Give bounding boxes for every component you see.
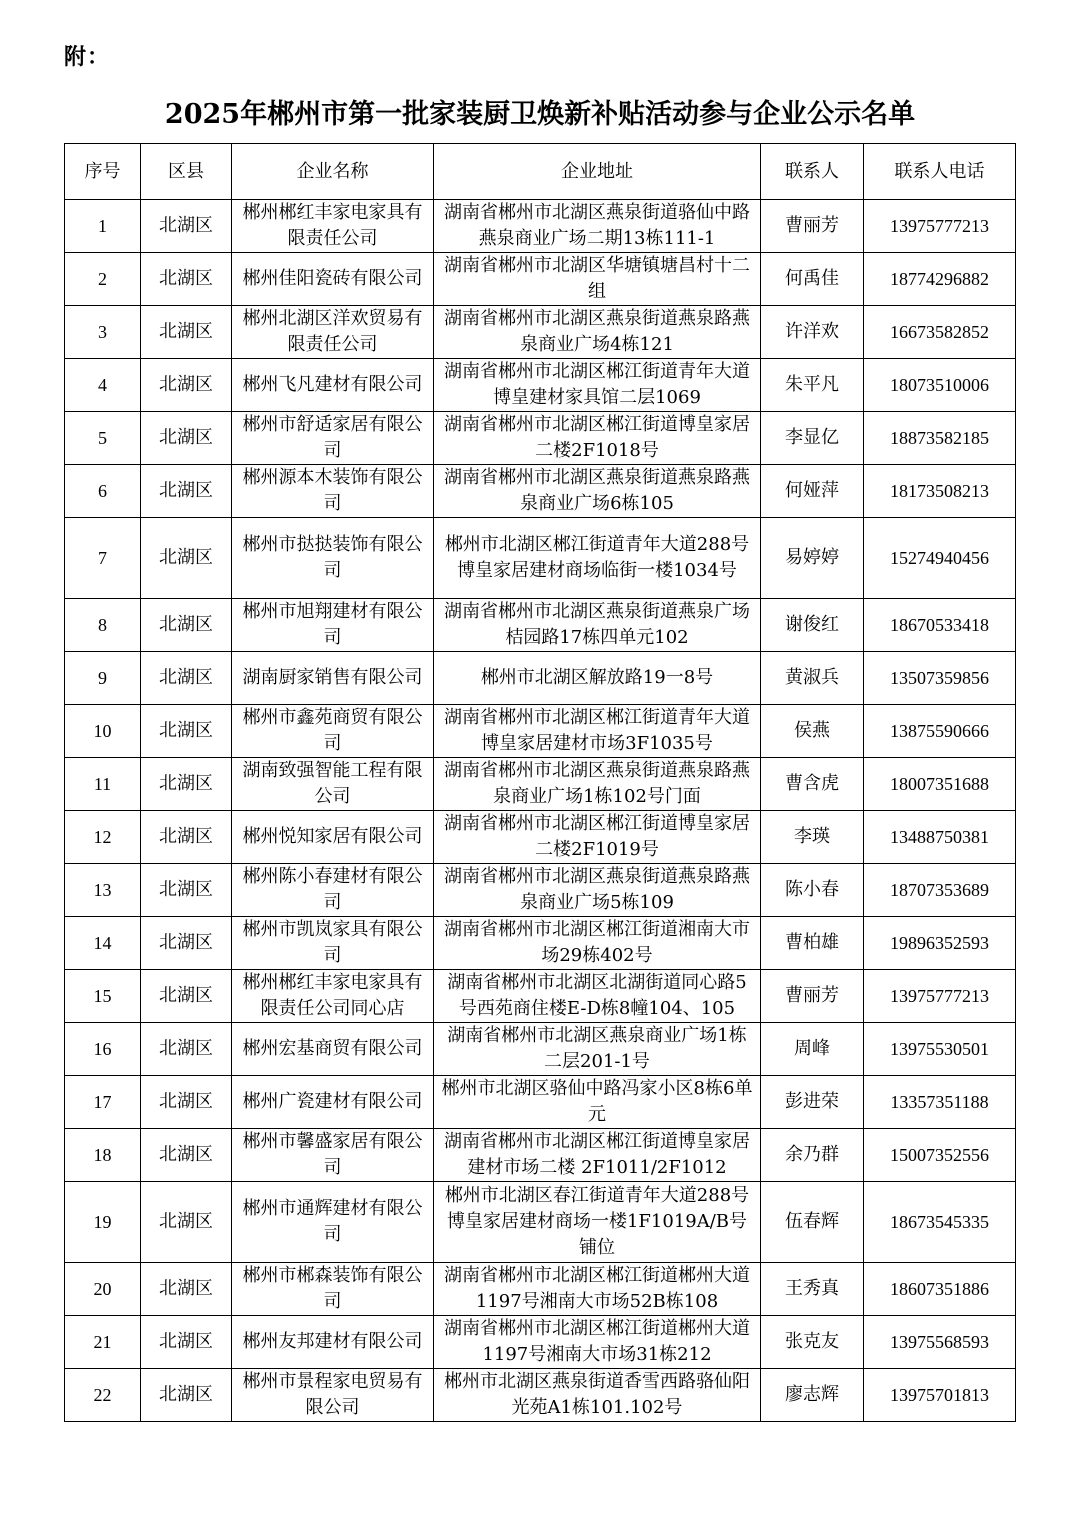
- cell-district: 北湖区: [141, 1316, 232, 1369]
- table-row: [65, 1316, 1016, 1369]
- cell-company: 郴州市旭翔建材有限公司: [232, 599, 434, 652]
- cell-phone: 18707353689: [864, 864, 1016, 917]
- table-row: [65, 599, 1016, 652]
- cell-contact: 李瑛: [761, 811, 864, 864]
- cell-phone: 16673582852: [864, 306, 1016, 359]
- cell-contact: 谢俊红: [761, 599, 864, 652]
- cell-address: 湖南省郴州市北湖区郴江街道青年大道博皇建材家具馆二层1069: [434, 359, 761, 412]
- cell-contact: 伍春辉: [761, 1182, 864, 1263]
- cell-contact: 曹丽芳: [761, 200, 864, 253]
- cell-phone: 13357351188: [864, 1076, 1016, 1129]
- cell-phone: 18673545335: [864, 1182, 1016, 1263]
- cell-phone: 18607351886: [864, 1263, 1016, 1316]
- cell-company: 湖南厨家销售有限公司: [232, 652, 434, 705]
- cell-no: 17: [65, 1076, 141, 1129]
- cell-phone: 13875590666: [864, 705, 1016, 758]
- cell-address: 湖南省郴州市北湖区燕泉街道燕泉路燕泉商业广场5栋109: [434, 864, 761, 917]
- cell-company: 郴州市馨盛家居有限公司: [232, 1129, 434, 1182]
- cell-company: 郴州北湖区洋欢贸易有限责任公司: [232, 306, 434, 359]
- cell-district: 北湖区: [141, 1076, 232, 1129]
- table-row: [65, 652, 1016, 705]
- header-row: [65, 144, 1016, 200]
- cell-contact: 黄淑兵: [761, 652, 864, 705]
- cell-company: 郴州市挞挞装饰有限公司: [232, 518, 434, 599]
- cell-company: 郴州佳阳瓷砖有限公司: [232, 253, 434, 306]
- cell-contact: 何娅萍: [761, 465, 864, 518]
- table-row: [65, 1263, 1016, 1316]
- cell-address: 湖南省郴州市北湖区燕泉街道燕泉路燕泉商业广场6栋105: [434, 465, 761, 518]
- cell-contact: 曹丽芳: [761, 970, 864, 1023]
- cell-district: 北湖区: [141, 864, 232, 917]
- cell-no: 9: [65, 652, 141, 705]
- cell-phone: 18007351688: [864, 758, 1016, 811]
- cell-contact: 彭进荣: [761, 1076, 864, 1129]
- cell-company: 郴州源本木装饰有限公司: [232, 465, 434, 518]
- cell-address: 湖南省郴州市北湖区燕泉商业广场1栋二层201-1号: [434, 1023, 761, 1076]
- cell-contact: 李显亿: [761, 412, 864, 465]
- cell-contact: 陈小春: [761, 864, 864, 917]
- cell-district: 北湖区: [141, 253, 232, 306]
- cell-no: 8: [65, 599, 141, 652]
- cell-district: 北湖区: [141, 599, 232, 652]
- cell-district: 北湖区: [141, 412, 232, 465]
- cell-phone: 18670533418: [864, 599, 1016, 652]
- col-header-no: 序号: [65, 144, 141, 200]
- cell-address: 湖南省郴州市北湖区华塘镇塘昌村十二组: [434, 253, 761, 306]
- cell-address: 湖南省郴州市北湖区郴江街道博皇家居建材市场二楼 2F1011/2F1012: [434, 1129, 761, 1182]
- cell-phone: 13975777213: [864, 970, 1016, 1023]
- cell-no: 15: [65, 970, 141, 1023]
- cell-address: 湖南省郴州市北湖区郴江街道湘南大市场29栋402号: [434, 917, 761, 970]
- cell-district: 北湖区: [141, 1369, 232, 1422]
- cell-contact: 易婷婷: [761, 518, 864, 599]
- cell-no: 2: [65, 253, 141, 306]
- table-row: [65, 1129, 1016, 1182]
- table-row: [65, 811, 1016, 864]
- cell-district: 北湖区: [141, 200, 232, 253]
- cell-company: 郴州市郴森装饰有限公司: [232, 1263, 434, 1316]
- table-row: [65, 518, 1016, 599]
- cell-contact: 曹柏雄: [761, 917, 864, 970]
- cell-company: 郴州市通辉建材有限公司: [232, 1182, 434, 1263]
- table-row: [65, 917, 1016, 970]
- cell-address: 郴州市北湖区骆仙中路冯家小区8栋6单元: [434, 1076, 761, 1129]
- cell-district: 北湖区: [141, 970, 232, 1023]
- cell-contact: 张克友: [761, 1316, 864, 1369]
- cell-company: 郴州市景程家电贸易有限公司: [232, 1369, 434, 1422]
- cell-no: 11: [65, 758, 141, 811]
- cell-no: 20: [65, 1263, 141, 1316]
- cell-no: 19: [65, 1182, 141, 1263]
- cell-address: 湖南省郴州市北湖区燕泉街道燕泉路燕泉商业广场1栋102号门面: [434, 758, 761, 811]
- cell-company: 郴州友邦建材有限公司: [232, 1316, 434, 1369]
- cell-no: 10: [65, 705, 141, 758]
- cell-phone: 19896352593: [864, 917, 1016, 970]
- cell-no: 7: [65, 518, 141, 599]
- cell-company: 郴州郴红丰家电家具有限责任公司: [232, 200, 434, 253]
- cell-address: 湖南省郴州市北湖区郴江街道博皇家居二楼2F1018号: [434, 412, 761, 465]
- col-header-address: 企业地址: [434, 144, 761, 200]
- table-body: [65, 200, 1016, 1422]
- cell-company: 郴州陈小春建材有限公司: [232, 864, 434, 917]
- cell-company: 郴州飞凡建材有限公司: [232, 359, 434, 412]
- cell-district: 北湖区: [141, 1023, 232, 1076]
- cell-contact: 许洋欢: [761, 306, 864, 359]
- cell-district: 北湖区: [141, 359, 232, 412]
- cell-contact: 侯燕: [761, 705, 864, 758]
- table-row: [65, 758, 1016, 811]
- cell-no: 12: [65, 811, 141, 864]
- cell-address: 湖南省郴州市北湖区郴江街道青年大道博皇家居建材市场3F1035号: [434, 705, 761, 758]
- cell-phone: 13975701813: [864, 1369, 1016, 1422]
- cell-company: 郴州市凯岚家具有限公司: [232, 917, 434, 970]
- table-row: [65, 1076, 1016, 1129]
- cell-address: 湖南省郴州市北湖区郴江街道博皇家居二楼2F1019号: [434, 811, 761, 864]
- cell-company: 郴州广瓷建材有限公司: [232, 1076, 434, 1129]
- cell-no: 5: [65, 412, 141, 465]
- cell-address: 湖南省郴州市北湖区燕泉街道骆仙中路燕泉商业广场二期13栋111-1: [434, 200, 761, 253]
- cell-district: 北湖区: [141, 811, 232, 864]
- cell-contact: 廖志辉: [761, 1369, 864, 1422]
- cell-contact: 周峰: [761, 1023, 864, 1076]
- cell-address: 湖南省郴州市北湖区郴江街道郴州大道1197号湘南大市场52B栋108: [434, 1263, 761, 1316]
- cell-no: 22: [65, 1369, 141, 1422]
- cell-address: 湖南省郴州市北湖区北湖街道同心路5号西苑商住楼E-D栋8幢104、105: [434, 970, 761, 1023]
- cell-company: 湖南致强智能工程有限公司: [232, 758, 434, 811]
- table-row: [65, 306, 1016, 359]
- cell-district: 北湖区: [141, 518, 232, 599]
- table-row: [65, 200, 1016, 253]
- attachment-label: 附：: [64, 44, 111, 70]
- cell-phone: 15274940456: [864, 518, 1016, 599]
- table-row: [65, 864, 1016, 917]
- cell-phone: 18073510006: [864, 359, 1016, 412]
- cell-address: 湖南省郴州市北湖区燕泉街道燕泉路燕泉商业广场4栋121: [434, 306, 761, 359]
- cell-no: 16: [65, 1023, 141, 1076]
- cell-district: 北湖区: [141, 758, 232, 811]
- company-list-table: [64, 143, 1016, 1422]
- cell-phone: 18774296882: [864, 253, 1016, 306]
- cell-no: 14: [65, 917, 141, 970]
- cell-company: 郴州悦知家居有限公司: [232, 811, 434, 864]
- cell-phone: 18173508213: [864, 465, 1016, 518]
- cell-district: 北湖区: [141, 652, 232, 705]
- cell-phone: 13975568593: [864, 1316, 1016, 1369]
- cell-phone: 18873582185: [864, 412, 1016, 465]
- cell-district: 北湖区: [141, 1129, 232, 1182]
- cell-company: 郴州宏基商贸有限公司: [232, 1023, 434, 1076]
- cell-address: 湖南省郴州市北湖区郴江街道郴州大道1197号湘南大市场31栋212: [434, 1316, 761, 1369]
- cell-phone: 13975777213: [864, 200, 1016, 253]
- cell-contact: 余乃群: [761, 1129, 864, 1182]
- cell-no: 4: [65, 359, 141, 412]
- cell-no: 13: [65, 864, 141, 917]
- cell-district: 北湖区: [141, 1182, 232, 1263]
- cell-district: 北湖区: [141, 465, 232, 518]
- cell-no: 18: [65, 1129, 141, 1182]
- table-row: [65, 970, 1016, 1023]
- cell-contact: 王秀真: [761, 1263, 864, 1316]
- col-header-phone: 联系人电话: [864, 144, 1016, 200]
- table-row: [65, 1023, 1016, 1076]
- cell-contact: 何禹佳: [761, 253, 864, 306]
- cell-address: 郴州市北湖区春江街道青年大道288号博皇家居建材商场一楼1F1019A/B号铺位: [434, 1182, 761, 1263]
- cell-address: 郴州市北湖区解放路19一8号: [434, 652, 761, 705]
- cell-district: 北湖区: [141, 917, 232, 970]
- cell-phone: 13507359856: [864, 652, 1016, 705]
- table-row: [65, 1182, 1016, 1263]
- table-row: [65, 705, 1016, 758]
- table-row: [65, 253, 1016, 306]
- page-title: 2025年郴州市第一批家装厨卫焕新补贴活动参与企业公示名单: [164, 99, 916, 130]
- cell-no: 21: [65, 1316, 141, 1369]
- cell-no: 3: [65, 306, 141, 359]
- cell-phone: 13488750381: [864, 811, 1016, 864]
- cell-address: 郴州市北湖区燕泉街道香雪西路骆仙阳光苑A1栋101.102号: [434, 1369, 761, 1422]
- cell-contact: 曹含虎: [761, 758, 864, 811]
- cell-address: 郴州市北湖区郴江街道青年大道288号博皇家居建材商场临街一楼1034号: [434, 518, 761, 599]
- cell-company: 郴州郴红丰家电家具有限责任公司同心店: [232, 970, 434, 1023]
- cell-contact: 朱平凡: [761, 359, 864, 412]
- cell-district: 北湖区: [141, 1263, 232, 1316]
- cell-district: 北湖区: [141, 705, 232, 758]
- col-header-district: 区县: [141, 144, 232, 200]
- table-row: [65, 412, 1016, 465]
- cell-phone: 15007352556: [864, 1129, 1016, 1182]
- cell-company: 郴州市舒适家居有限公司: [232, 412, 434, 465]
- cell-phone: 13975530501: [864, 1023, 1016, 1076]
- table-row: [65, 1369, 1016, 1422]
- cell-address: 湖南省郴州市北湖区燕泉街道燕泉广场桔园路17栋四单元102: [434, 599, 761, 652]
- col-header-contact: 联系人: [761, 144, 864, 200]
- table-row: [65, 359, 1016, 412]
- table-header: [65, 144, 1016, 200]
- cell-district: 北湖区: [141, 306, 232, 359]
- cell-no: 6: [65, 465, 141, 518]
- col-header-company: 企业名称: [232, 144, 434, 200]
- cell-company: 郴州市鑫苑商贸有限公司: [232, 705, 434, 758]
- cell-no: 1: [65, 200, 141, 253]
- table-row: [65, 465, 1016, 518]
